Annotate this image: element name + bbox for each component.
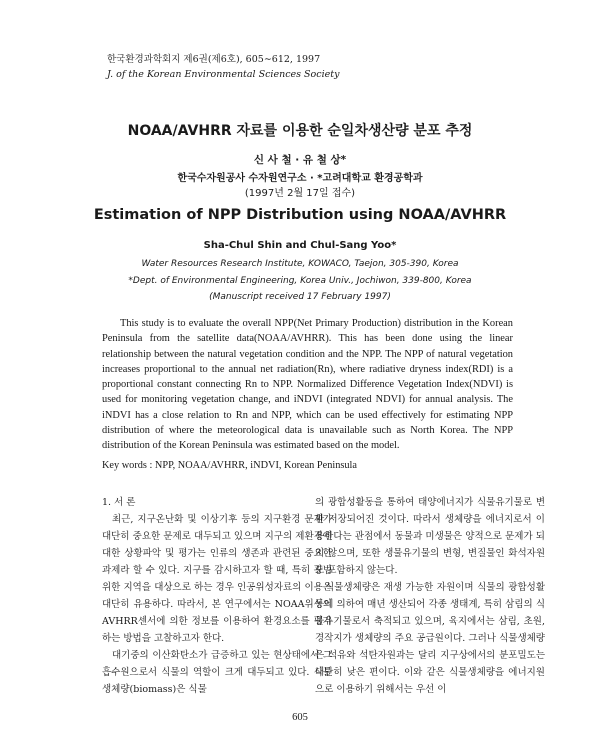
abstract-text: This study is to evaluate the overall NPP(Net Primary Production) distribution in the Korean Peninsula from the satellite data(NOAA/AVHRR). This has been done using the linear relationship between the natural vegetation condition and the NPP. The NPP of natural vegetation increases proportional to the annual net radiation(Rn), where radiative dryness index(RDI) is a proportional constant connecting Rn to NPP. Normalized Difference Vegetation Index(NDVI) is used for monitoring vegetation change, and iNDVI (integrated NDVI) for annual analysis. The iNDVI has a close relation to Rn and NPP, which can be used effectively for estimating NPP distribution of where the meteorological data is unavailable such as North Korea. The NPP distribution of the Korean Peninsula was estimated based on the model. [102, 318, 513, 452]
body-paragraph: 최근, 지구온난화 및 이상기후 등의 지구환경 문제가 대단히 중요한 문제로 대두되고 있으며 지구의 제환경에 대한 상황파악 및 평가는 인류의 생존과 관련된 중요한 과제라 할 수 있다. 지구를 감시하고자 할 때, 특히 광범위한 지역을 대상으로 하는 경우 인공위성자료의 이용은 대단히 유용하다. 따라서, 본 연구에서는 NOAA위성의 AVHRR센서에 의한 정보를 이용하여 환경요소를 평가하는 방법을 고찰하고자 한다. [102, 514, 332, 644]
paper-title-ko: NOAA/AVHRR 자료를 이용한 순일차생산량 분포 추정 [127, 123, 473, 139]
affiliation-en [0, 256, 600, 306]
affiliation-line: *Dept. of Environmental Engineering, Korea Univ., Jochiwon, 339-800, Korea [128, 275, 472, 286]
body-column-left [102, 494, 332, 698]
authors-en: Sha-Chul Shin and Chul-Sang Yoo* [203, 240, 397, 251]
journal-citation-ko: 한국환경과학회지 제6권(제6호), 605∼612, 1997 [107, 54, 321, 65]
body-paragraph: 의 광합성활동을 통하여 태양에너지가 식물유기물로 변환 저장되어진 것이다. 따라서 생체량을 에너지로서 이용한다는 관점에서 동물과 미생물은 양적으로 문제가 되지 않으며, 또한 생물유기물의 변형, 변질물인 화석자원도 포함하지 않는다. [315, 497, 545, 576]
body-paragraph: 대기중의 이산화탄소가 급증하고 있는 현상태에서 그 흡수원으로서 식물의 역할이 크게 대두되고 있다. 식물 생체량(biomass)은 식물 [102, 650, 332, 695]
paper-title-en: Estimation of NPP Distribution using NOAA/AVHRR [93, 207, 507, 223]
journal-header [107, 52, 339, 82]
abstract [102, 316, 513, 454]
section-heading: 1. 서 론 [102, 497, 136, 508]
received-date-ko: (1997년 2월 17일 접수) [244, 188, 356, 199]
page-number: 605 [292, 712, 308, 723]
body-column-right [315, 494, 545, 698]
journal-name-en: J. of the Korean Environmental Sciences Society [107, 69, 340, 80]
authors-ko: 신 사 철 · 유 철 상* [253, 154, 347, 166]
received-date-en: (Manuscript received 17 February 1997) [209, 292, 391, 302]
affiliation-ko: 한국수자원공사 수자원연구소 · *고려대학교 환경공학과 [177, 173, 423, 184]
body-paragraph: 식물생체량은 재생 가능한 자원이며 식물의 광합성활동에 의하여 매년 생산되어 각종 생태계, 특히 삼림의 식물유기물로서 축적되고 있으며, 육지에서는 삼림, 초원, 경작지가 생체량의 주요 공급원이다. 그러나 식물생체량은 석유와 석탄자원과는 달리 지구상에서의 분포밀도는 대단히 낮은 편이다. 이와 같은 식물생체량을 에너지원으로 이용하기 위해서는 우선 이 [315, 582, 545, 695]
affiliation-line: Water Resources Research Institute, KOWACO, Taejon, 305-390, Korea [141, 259, 459, 269]
keywords: Key words : NPP, NOAA/AVHRR, iNDVI, Korean Peninsula [102, 460, 357, 471]
